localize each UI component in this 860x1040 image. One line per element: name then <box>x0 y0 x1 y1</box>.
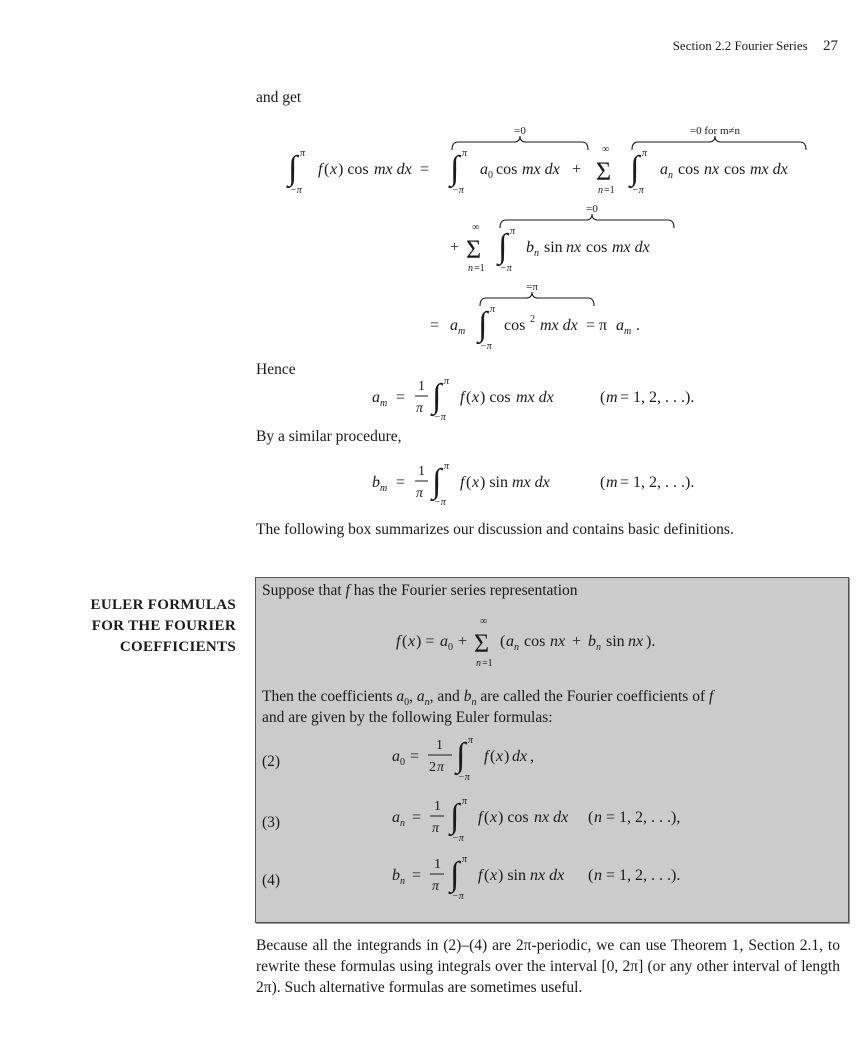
svg-text:∫: ∫ <box>450 856 460 893</box>
svg-text:dx: dx <box>512 748 528 765</box>
svg-text:=1: =1 <box>474 263 485 274</box>
svg-text:π: π <box>490 304 496 315</box>
brace-label-1: =0 <box>514 125 526 137</box>
svg-text:=1: =1 <box>604 185 615 196</box>
svg-text:b: b <box>392 867 400 884</box>
svg-text:mx dx: mx dx <box>612 239 650 256</box>
svg-text:= 1, 2, . . .).: = 1, 2, . . .). <box>606 867 681 884</box>
svg-text:+: + <box>572 161 582 178</box>
svg-text:n: n <box>400 876 405 887</box>
svg-text:=: = <box>410 748 420 765</box>
svg-text:a: a <box>480 161 488 178</box>
eq2-svg <box>392 730 592 786</box>
svg-text:).: ). <box>646 633 656 650</box>
closing-text: Because all the integrands in (2)–(4) are 2π-periodic, we can use Theorem 1, Section 2.1, to rewrite these formulas using integrals over the interval [0, 2π] (or any other interval of length 2π). Such alternative formulas are sometimes useful. <box>256 937 840 996</box>
svg-text:a: a <box>372 389 380 406</box>
svg-text:0: 0 <box>488 170 493 181</box>
svg-text:(: ( <box>588 867 594 884</box>
formula-bm-svg <box>372 457 732 507</box>
svg-text:n: n <box>400 818 405 829</box>
brace-label-3: =0 <box>586 203 598 215</box>
svg-text:a: a <box>450 317 458 334</box>
svg-text:n: n <box>476 658 481 669</box>
svg-text:mx dx: mx dx <box>522 161 560 178</box>
svg-text:(: ( <box>588 809 594 826</box>
svg-text:a: a <box>392 809 400 826</box>
svg-text:mx dx: mx dx <box>374 161 412 178</box>
svg-text:m: m <box>380 483 388 494</box>
sidehead-euler-formulas <box>36 595 236 658</box>
box-intro: Suppose that f has the Fourier series representation <box>262 582 578 599</box>
svg-text:n: n <box>668 170 673 181</box>
sidehead-line-1: EULER FORMULAS <box>90 597 236 613</box>
formula-am <box>372 372 732 427</box>
svg-text:2: 2 <box>429 760 436 775</box>
svg-text:=: = <box>420 161 430 178</box>
svg-text:f: f <box>460 474 465 491</box>
section-title: Section 2.2 Fourier Series <box>672 38 808 53</box>
svg-text:f: f <box>460 389 465 406</box>
svg-text:.: . <box>636 317 640 334</box>
eq4 <box>392 849 732 909</box>
svg-text:(: ( <box>484 809 490 826</box>
svg-text:) cos: ) cos <box>498 809 529 826</box>
overbrace-4 <box>480 292 594 306</box>
svg-text:a: a <box>616 317 624 334</box>
svg-text:nx dx: nx dx <box>530 867 565 884</box>
formula-am-svg <box>372 372 732 422</box>
svg-text:m: m <box>606 474 618 491</box>
svg-text:∞: ∞ <box>602 144 610 155</box>
svg-text:∫: ∫ <box>630 150 640 187</box>
svg-text:∞: ∞ <box>480 616 488 627</box>
overbrace-1 <box>452 136 588 150</box>
text-hence: Hence <box>256 361 296 378</box>
svg-text:b: b <box>588 633 596 650</box>
svg-text:=: = <box>396 389 406 406</box>
svg-text:+: + <box>450 239 460 256</box>
euler-formulas-box <box>255 577 849 923</box>
box-then-line-1: Then the coefficients $a_0$, $a_n$, and $b_n$ are called the Fourier coefficients of f <box>262 688 714 709</box>
svg-text:f: f <box>484 748 489 765</box>
svg-text:x: x <box>472 474 480 491</box>
eq2-number: (2) <box>262 753 281 770</box>
svg-text:nx: nx <box>566 239 582 256</box>
svg-text:π: π <box>642 148 648 159</box>
derivation-block <box>260 118 850 358</box>
integral-sign: ∫ <box>288 150 298 187</box>
svg-text:−π: −π <box>452 185 464 196</box>
svg-text:2: 2 <box>530 314 535 325</box>
svg-text:π: π <box>444 376 450 387</box>
svg-text:n: n <box>534 248 539 259</box>
svg-text:mx dx: mx dx <box>516 389 554 406</box>
svg-text:π: π <box>300 148 306 159</box>
svg-text:m: m <box>458 326 466 337</box>
svg-text:(: ( <box>466 389 472 406</box>
svg-text:−π: −π <box>452 833 464 844</box>
svg-text:π: π <box>416 401 424 416</box>
running-header <box>673 38 838 55</box>
svg-text:) cos: ) cos <box>338 161 369 178</box>
svg-text:) cos: ) cos <box>480 389 511 406</box>
svg-text:π: π <box>432 879 440 894</box>
box-series-svg <box>396 608 726 672</box>
sidehead-line-3: COEFFICIENTS <box>119 639 236 655</box>
svg-text:n: n <box>594 809 602 826</box>
svg-text:sin: sin <box>606 633 625 650</box>
svg-text:mx dx: mx dx <box>540 317 578 334</box>
svg-text:x: x <box>408 633 416 650</box>
svg-text:nx dx: nx dx <box>534 809 569 826</box>
svg-text:sin: sin <box>544 239 563 256</box>
svg-text:nx: nx <box>704 161 720 178</box>
svg-text:=: = <box>430 317 440 334</box>
formula-bm <box>372 457 732 512</box>
svg-text:∫: ∫ <box>450 798 460 835</box>
svg-text:0: 0 <box>400 757 405 768</box>
svg-text:−π: −π <box>500 263 512 274</box>
derivation-equations <box>260 118 850 358</box>
svg-text:π: π <box>462 148 468 159</box>
svg-text:): ) <box>504 748 510 765</box>
svg-text:= π: = π <box>586 317 608 334</box>
svg-text:= 1, 2, . . .).: = 1, 2, . . .). <box>620 389 695 406</box>
svg-text:cos: cos <box>586 239 608 256</box>
svg-text:(: ( <box>466 474 472 491</box>
svg-text:π: π <box>462 796 468 807</box>
eq3-svg <box>392 791 732 847</box>
svg-text:cos: cos <box>524 633 546 650</box>
svg-text:∫: ∫ <box>432 463 442 500</box>
svg-text:+: + <box>458 633 468 650</box>
svg-text:x: x <box>490 867 498 884</box>
eq2 <box>392 730 592 790</box>
svg-text:n: n <box>468 263 473 274</box>
svg-text:f: f <box>396 633 401 650</box>
svg-text:−π: −π <box>452 891 464 902</box>
overbrace-2 <box>632 136 806 150</box>
svg-text:(: ( <box>600 474 606 491</box>
svg-text:∫: ∫ <box>478 306 488 343</box>
svg-text:π: π <box>437 760 445 775</box>
svg-text:= 1, 2, . . .).: = 1, 2, . . .). <box>620 474 695 491</box>
svg-text:(: ( <box>402 633 408 650</box>
svg-text:n: n <box>594 867 602 884</box>
svg-text:−π: −π <box>290 185 302 196</box>
svg-text:a: a <box>392 748 400 765</box>
svg-text:x: x <box>490 809 498 826</box>
svg-text:f: f <box>478 867 483 884</box>
svg-text:m: m <box>624 326 632 337</box>
svg-text:π: π <box>510 226 516 237</box>
svg-text:b: b <box>372 474 380 491</box>
closing-paragraph <box>256 935 840 998</box>
text-and-get: and get <box>256 89 302 106</box>
svg-text:a: a <box>506 633 514 650</box>
svg-text:(: ( <box>600 389 606 406</box>
svg-text:π: π <box>416 486 424 501</box>
overbrace-3 <box>500 214 674 228</box>
svg-text:cos: cos <box>496 161 518 178</box>
svg-text:) sin: ) sin <box>480 474 508 491</box>
svg-text:1: 1 <box>436 738 443 753</box>
svg-text:π: π <box>468 735 474 746</box>
svg-text:b: b <box>526 239 534 256</box>
box-then-line-2: and are given by the following Euler formulas: <box>262 709 553 726</box>
svg-text:mx dx: mx dx <box>512 474 550 491</box>
svg-text:∞: ∞ <box>472 222 480 233</box>
svg-text:(: ( <box>484 867 490 884</box>
svg-text:(: ( <box>490 748 496 765</box>
svg-text:∫: ∫ <box>450 150 460 187</box>
svg-text:n: n <box>596 642 601 653</box>
svg-text:∫: ∫ <box>456 737 466 774</box>
svg-text:=1: =1 <box>482 658 493 669</box>
svg-text:−π: −π <box>458 772 470 783</box>
svg-text:a: a <box>440 633 448 650</box>
svg-text:∫: ∫ <box>432 378 442 415</box>
svg-text:1: 1 <box>434 799 441 814</box>
eq4-svg <box>392 849 732 905</box>
svg-text:−π: −π <box>434 497 446 508</box>
svg-text:∫: ∫ <box>498 228 508 265</box>
svg-text:=: = <box>412 809 422 826</box>
svg-text:=: = <box>396 474 406 491</box>
svg-text:−π: −π <box>480 341 492 352</box>
svg-text:) sin: ) sin <box>498 867 526 884</box>
svg-text:= 1, 2, . . .),: = 1, 2, . . .), <box>606 809 681 826</box>
svg-text:f: f <box>318 161 323 178</box>
svg-text:a: a <box>660 161 668 178</box>
svg-text:cos: cos <box>724 161 746 178</box>
svg-text:x: x <box>496 748 504 765</box>
svg-text:mx dx: mx dx <box>750 161 788 178</box>
svg-text:f: f <box>478 809 483 826</box>
svg-text:(: ( <box>324 161 330 178</box>
text-similar-procedure: By a similar procedure, <box>256 428 402 445</box>
brace-label-4: =π <box>526 281 538 293</box>
svg-text:−π: −π <box>632 185 644 196</box>
svg-text:) =: ) = <box>416 633 435 650</box>
svg-text:n: n <box>514 642 519 653</box>
summation-sign: Σ <box>596 157 612 186</box>
svg-text:nx: nx <box>550 633 566 650</box>
svg-text:,: , <box>530 748 534 765</box>
svg-text:n: n <box>598 185 603 196</box>
svg-text:π: π <box>432 821 440 836</box>
svg-text:π: π <box>444 461 450 472</box>
svg-text:=: = <box>412 867 422 884</box>
svg-text:m: m <box>380 398 388 409</box>
svg-text:(: ( <box>500 633 506 650</box>
svg-text:cos: cos <box>678 161 700 178</box>
brace-label-2: =0 for m≠n <box>689 125 741 137</box>
svg-text:x: x <box>330 161 338 178</box>
svg-text:0: 0 <box>448 642 453 653</box>
eq3 <box>392 791 732 851</box>
text-box-summary: The following box summarizes our discussion and contains basic definitions. <box>256 521 734 538</box>
svg-text:−π: −π <box>434 412 446 423</box>
svg-text:1: 1 <box>418 464 425 479</box>
svg-text:1: 1 <box>418 379 425 394</box>
svg-text:m: m <box>606 389 618 406</box>
page-number: 27 <box>823 38 838 54</box>
svg-text:Σ: Σ <box>474 629 490 658</box>
svg-text:π: π <box>462 854 468 865</box>
svg-text:1: 1 <box>434 857 441 872</box>
svg-text:cos: cos <box>504 317 526 334</box>
svg-text:+: + <box>572 633 582 650</box>
sidehead-line-2: FOR THE FOURIER <box>91 618 236 634</box>
svg-text:Σ: Σ <box>466 235 482 264</box>
eq4-number: (4) <box>262 872 281 889</box>
eq3-number: (3) <box>262 814 281 831</box>
svg-text:x: x <box>472 389 480 406</box>
box-series <box>396 608 726 676</box>
svg-text:nx: nx <box>628 633 644 650</box>
